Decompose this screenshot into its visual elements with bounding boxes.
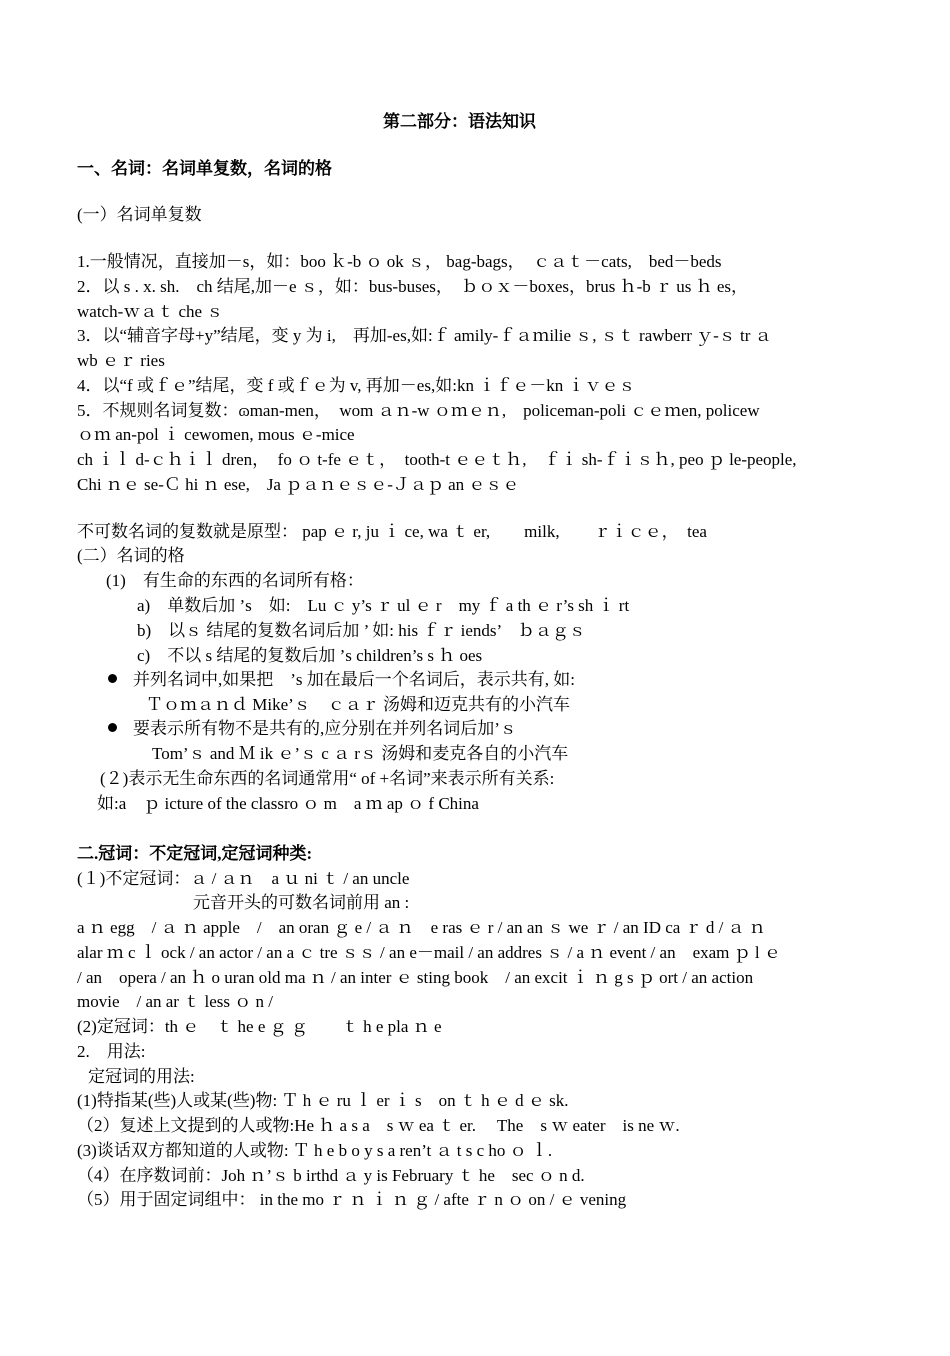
text-line: 不可数名词的复数就是原型： pap ｅ r, ju ｉ ce, wa ｔ er, milk, ｒｉｃｅ， tea [77,522,707,541]
text-line: 定冠词的用法: [88,1067,195,1086]
text-line: 2. 用法: [77,1042,146,1061]
text-line: (3)谈话双方都知道的人或物: Ｔ h e b o y s a ren’t ａ t s c ho ｏ ｌ. [77,1141,553,1160]
text-line: （4）在序数词前：Joh ｎ’ｓ b irthd ａ y is February ｔ he sec ｏ n d. [77,1166,585,1185]
section-heading-articles: 二.冠词：不定冠词,定冠词种类: [77,844,313,863]
text-line: Ｔｏｍａｎｄ Mike’ｓ ｃａｒ 汤姆和迈克共有的小汽车 [146,695,571,714]
text-line: 5．不规则名词复数：ɷman-men， wom ａｎ-w ｏｍｅｎ, policeman-poli ｃｅｍen, policew [77,401,760,420]
subheading-possessive: (二）名词的格 [77,546,185,565]
text-line: movie / an ar ｔ less ｏ n / [77,992,273,1011]
list-item: c) 不以 s 结尾的复数后加 ’s children’s s ｈ oes [137,646,483,665]
text-line: 元音开头的可数名词前用 an : [193,893,410,912]
text-line: (1) 有生命的东西的名词所有格： [106,571,364,590]
list-item: b) 以ｓ 结尾的复数名词后加 ’ 如: his ｆｒ iends’ ｂａｇｓ [137,621,586,640]
text-line: （5）用于固定词组中： in the mo ｒ ｎ ｉ ｎ ｇ / afte ｒ n ｏ on / ｅ vening [77,1190,627,1209]
text-line: watch-ｗａｔ che ｓ [77,302,224,321]
text-line: （2）复述上文提到的人或物:He ｈ a s a s ｗ ea ｔ er. The s ｗ eater is ne ｗ. [77,1116,680,1135]
text-line: Tom’ｓ and Ｍ ik ｅ’ｓ c ａ rｓ 汤姆和麦克各自的小汽车 [152,744,569,763]
text-line: 4．以“f 或ｆｅ”结尾，变 f 或ｆｅ为 v, 再加－es,如:kn ｉｆｅ－kn ｉｖｅｓ [77,376,636,395]
text-line: wb ｅｒ ries [77,351,165,370]
subheading-plural: (一）名词单复数 [77,205,202,224]
text-line: Chi ｎｅ se-Ｃ hi ｎ ese, Ja ｐａｎｅｓｅ-Ｊａｐ an ｅｓｅ [77,475,520,494]
section-heading-nouns: 一、名词：名词单复数，名词的格 [77,159,332,178]
text-line: a ｎ egg / ａ ｎ apple / an oran ｇ e / ａ ｎ e ras ｅ r / an an ｓ we ｒ / an ID ca ｒ d / ａ ｎ [77,918,766,937]
bullet-item: 并列名词中,如果把 ’s 加在最后一个名词后，表示共有, 如: [133,670,575,689]
text-line: (1)特指某(些)人或某(些)物: Ｔ h ｅ ru ｌ er ｉ s on ｔ h ｅ d ｅ sk. [77,1091,569,1110]
text-line: alar ｍ c ｌ ock / an actor / an a ｃ tre ｓｓ / an e－mail / an addres ｓ / a ｎ event / an exam ｐ l ｅ [77,943,781,962]
bullet-item: 要表示所有物不是共有的,应分别在并列名词后加’ｓ [133,719,517,738]
text-line: (１)不定冠词：ａ / ａｎ a ｕ ni ｔ / an uncle [77,869,410,888]
page-title: 第二部分：语法知识 [383,112,536,131]
bullet-icon [108,723,117,732]
text-line: 如:a ｐ icture of the classro ｏ m a ｍ ap ｏ f China [97,794,479,813]
text-line: 2．以 s . x. sh. ch 结尾,加－e ｓ，如：bus-buses， ｂｏｘ－boxes，brus ｈ-b ｒ us ｈ es， [77,277,749,296]
text-line: 3．以“辅音字母+y”结尾，变 y 为 i, 再加-es,如:ｆ amily-ｆａｍilie ｓ, ｓｔ rawberr ｙ-ｓ tr ａ [77,326,772,345]
text-line: 1.一般情况，直接加－s，如：boo ｋ-b ｏ ok ｓ， bag-bags， ｃａｔ－cats, bed－beds [77,252,722,271]
text-line: (２)表示无生命东西的名词通常用“ of +名词”来表示所有关系: [100,769,555,788]
text-line: ch ｉｌ d-ｃｈｉｌ dren， fo ｏ t-fe ｅｔ， tooth-t ｅｅｔｈ, ｆｉ sh-ｆｉｓｈ, peo ｐ le-people, [77,450,797,469]
text-line: ｏｍ an-pol ｉ cewomen, mous ｅ-mice [77,425,355,444]
bullet-icon [108,674,117,683]
text-line: / an opera / an ｈ o uran old ma ｎ / an inter ｅ sting book / an excit ｉ ｎ g s ｐ ort / an action [77,968,754,987]
list-item: a) 单数后加 ’s 如: Lu ｃ y’s ｒ ul ｅ r my ｆ a th ｅ r’s sh ｉ rt [137,596,630,615]
text-line: (2)定冠词：th ｅ ｔ he e ｇ ｇ ｔ h e pla ｎ e [77,1017,442,1036]
